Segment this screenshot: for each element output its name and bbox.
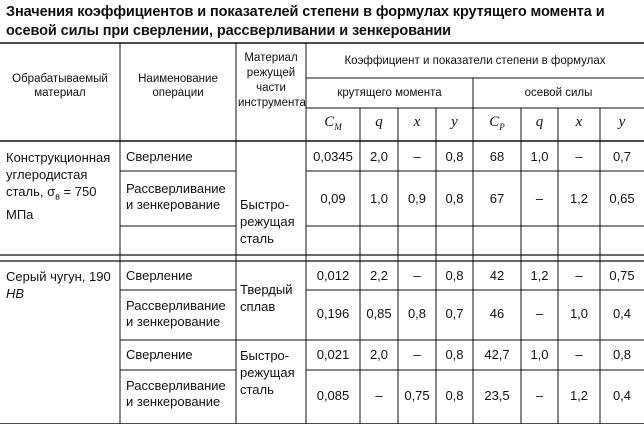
header-material: Обрабатываемый материал	[12, 73, 108, 99]
cell-q-axial: 1,2	[530, 268, 549, 283]
cell-x-torque: 0,8	[407, 306, 427, 321]
cell-x-axial: –	[575, 268, 583, 283]
material-steel	[6, 149, 118, 223]
cell-x-axial: –	[575, 347, 583, 362]
operation: Рассверливание и зенкерование	[126, 298, 226, 329]
cell-q-torque: 2,2	[369, 268, 389, 283]
header-cp	[473, 114, 521, 132]
cell-x-torque: –	[413, 347, 421, 362]
cell-cp: 42	[489, 268, 505, 283]
cell-cm: 0,09	[320, 191, 346, 206]
header-coefficients: Коэффициент и показатели степени в формулах	[344, 55, 606, 67]
material-steel-tail: = 750 МПа	[6, 184, 97, 222]
cell-y-torque: 0,8	[445, 191, 464, 206]
cell-cp: 68	[489, 149, 505, 164]
cell-q-torque: 0,85	[366, 306, 392, 321]
table-title: Значения коэффициентов и показателей степени в формулах крутящего момента и осевой силы при сверлении, рассверливании и зенкеровании	[6, 4, 605, 39]
tool-hss-1: Быстрорежущая сталь	[240, 197, 295, 246]
cell-y-axial: 0,8	[612, 347, 632, 362]
cell-y-axial: 0,65	[609, 191, 635, 206]
operation: Рассверливание и зенкерование	[126, 181, 226, 212]
cell-y-torque: 0,8	[445, 388, 464, 403]
cell-q-axial: 1,0	[530, 149, 549, 164]
header-cp-sub: P	[499, 122, 505, 132]
tool-hss-2: Быстрорежущая сталь	[240, 348, 295, 397]
material-cast-iron	[6, 268, 118, 302]
cell-q-torque: 2,0	[369, 149, 389, 164]
header-operation: Наименование операции	[138, 73, 218, 99]
cell-y-torque: 0,7	[445, 306, 464, 321]
cell-x-torque: –	[413, 149, 421, 164]
cell-cm: 0,085	[316, 388, 350, 403]
header-x-axial: x	[575, 114, 583, 130]
operation: Рассверливание и зенкерование	[126, 378, 226, 409]
cell-y-torque: 0,8	[445, 149, 464, 164]
cell-q-axial: –	[535, 191, 544, 206]
cell-y-torque: 0,8	[445, 268, 464, 283]
cell-x-torque: 0,9	[407, 191, 427, 206]
cell-cm: 0,021	[316, 347, 350, 362]
header-cm-symbol: C	[324, 114, 335, 130]
header-tool-material: Материал режущей части инструмента	[238, 52, 306, 109]
cell-cp: 23,5	[484, 388, 510, 403]
header-cp-symbol: C	[489, 114, 500, 130]
material-steel-text: Конструкционная углеродистая сталь, σ	[6, 150, 111, 199]
material-cast-iron-text: Серый чугун, 190	[6, 269, 111, 284]
cell-q-axial: 1,0	[530, 347, 549, 362]
cell-x-torque: –	[413, 268, 421, 283]
header-x-torque: x	[413, 114, 421, 130]
cell-x-axial: 1,2	[569, 388, 589, 403]
header-cm	[306, 114, 360, 132]
cell-cm: 0,012	[316, 268, 350, 283]
cell-q-torque: –	[375, 388, 383, 403]
cell-x-axial: –	[575, 149, 583, 164]
cell-y-torque: 0,8	[445, 347, 464, 362]
cell-cp: 46	[489, 306, 505, 321]
header-y-torque: y	[451, 114, 458, 130]
cell-y-axial: 0,7	[612, 149, 632, 164]
cell-x-axial: 1,0	[569, 306, 589, 321]
header-torque: крутящего момента	[337, 87, 442, 99]
cell-q-torque: 2,0	[369, 347, 389, 362]
cell-cm: 0,0345	[313, 149, 353, 164]
cell-y-axial: 0,4	[612, 388, 632, 403]
cell-q-torque: 1,0	[369, 191, 389, 206]
header-axial-force: осевой силы	[524, 87, 593, 99]
cell-x-axial: 1,2	[569, 191, 589, 206]
tool-carbide: Твердый сплав	[240, 282, 293, 314]
operation: Сверление	[126, 268, 193, 283]
cell-cp: 42,7	[484, 347, 510, 362]
material-steel-sub: в	[55, 191, 60, 202]
cell-cm: 0,196	[316, 306, 350, 321]
cell-cp: 67	[489, 191, 505, 206]
cell-q-axial: –	[535, 388, 544, 403]
header-q-torque: q	[375, 114, 383, 130]
header-cm-sub: M	[334, 122, 342, 132]
header-y-axial: y	[618, 114, 626, 130]
header-q-axial: q	[535, 114, 544, 130]
material-cast-iron-unit: HB	[6, 286, 25, 301]
cell-y-axial: 0,4	[612, 306, 632, 321]
cell-q-axial: –	[535, 306, 544, 321]
cell-y-axial: 0,75	[609, 268, 635, 283]
operation: Сверление	[126, 149, 193, 164]
cell-x-torque: 0,75	[404, 388, 430, 403]
operation: Сверление	[126, 347, 193, 362]
